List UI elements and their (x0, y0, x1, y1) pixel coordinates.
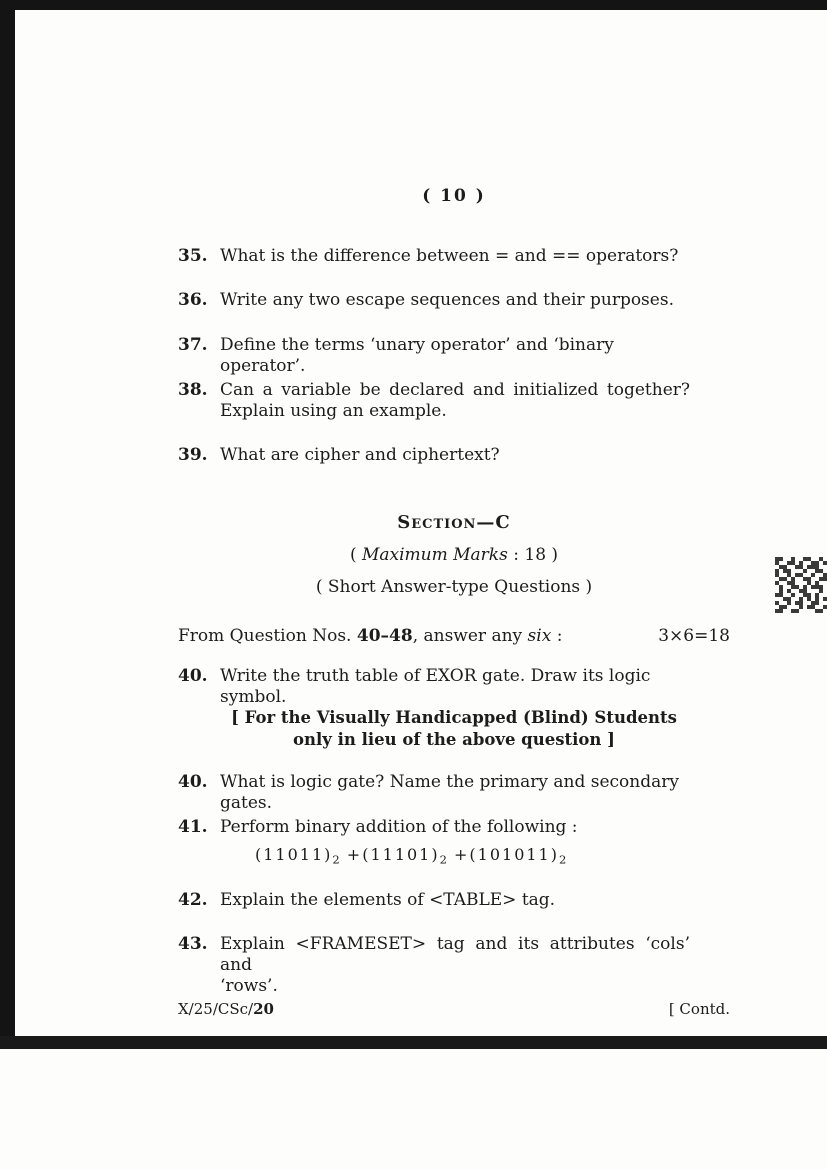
question-41-binary-expression (255, 845, 566, 866)
binary-term-2-base: 2 (439, 852, 447, 867)
instruction-part3: : (551, 626, 563, 646)
page-number: ( 10 ) (422, 186, 486, 206)
scan-edge-bottom (0, 1036, 827, 1049)
question-38-text (220, 380, 690, 422)
scan-edge-top (0, 0, 827, 10)
question-43 (178, 934, 730, 997)
section-c-question-type: ( Short Answer-type Questions ) (315, 577, 593, 597)
question-42-text: Explain the elements of <TABLE> tag. (220, 890, 556, 910)
question-38-line2: Explain using an example. (220, 401, 447, 421)
question-35-number: 35. (178, 246, 208, 266)
question-39-text: What are cipher and ciphertext? (220, 445, 500, 465)
question-42 (178, 890, 730, 911)
section-c-instruction (178, 626, 562, 646)
question-43-line1: Explain <FRAMESET> tag and its attributes ‘cols’ and (220, 934, 690, 975)
question-36-number: 36. (178, 290, 208, 310)
contd-label: [ Contd. (668, 1000, 730, 1018)
page-footer (178, 1000, 730, 1018)
paper-code-prefix: X/25/CSc/ (178, 1000, 254, 1018)
question-43-text (220, 934, 690, 997)
binary-term-2: +(11101) (339, 845, 440, 864)
question-40-alt-text: What is logic gate? Name the primary and secondary gates. (220, 772, 679, 813)
question-37-text: Define the terms ‘unary operator’ and ‘binary operator’. (220, 335, 614, 376)
question-38-number: 38. (178, 380, 208, 400)
section-c-instruction-row (178, 626, 730, 646)
question-40-alt-number: 40. (178, 772, 208, 792)
paper-code-number: 20 (253, 1000, 274, 1018)
max-marks-italic: Maximum Marks (361, 545, 508, 565)
blind-note-line1: [ For the Visually Handicapped (Blind) Students (231, 708, 677, 727)
section-c-max-marks (178, 545, 730, 565)
question-41-text: Perform binary addition of the following : (220, 817, 578, 837)
question-43-line2: ‘rows’. (220, 976, 278, 996)
question-36-text: Write any two escape sequences and their purposes. (220, 290, 674, 310)
instruction-question-range: 40–48 (356, 626, 413, 646)
binary-term-3-base: 2 (558, 852, 567, 867)
paper-code (178, 1000, 274, 1018)
question-40-text: Write the truth table of EXOR gate. Draw its logic symbol. (220, 666, 651, 707)
blind-students-note (178, 707, 730, 751)
max-marks-rest: : 18 ) (507, 545, 559, 565)
question-41-number: 41. (178, 817, 208, 837)
max-marks-open: ( (349, 545, 362, 565)
question-37 (178, 335, 730, 377)
question-35-text: What is the difference between = and == operators? (220, 246, 679, 266)
question-41 (178, 817, 730, 838)
instruction-part1: From Question Nos. (178, 626, 357, 646)
instruction-six: six (527, 626, 552, 646)
question-39 (178, 445, 730, 466)
question-43-number: 43. (178, 934, 208, 954)
question-36 (178, 290, 730, 311)
question-40-number: 40. (178, 666, 208, 686)
question-39-number: 39. (178, 445, 208, 465)
question-40-alternate (178, 772, 730, 814)
binary-term-3: +(101011) (446, 845, 559, 864)
scan-edge-left (0, 0, 15, 1049)
instruction-part2: , answer any (412, 626, 528, 646)
question-35 (178, 246, 730, 267)
section-c-title: Section—C (397, 512, 511, 533)
qr-code-icon (775, 557, 827, 613)
question-40 (178, 666, 730, 708)
question-37-number: 37. (178, 335, 208, 355)
question-42-number: 42. (178, 890, 208, 910)
question-38-line1: Can a variable be declared and initialized together? (220, 380, 690, 400)
binary-term-1-base: 2 (332, 852, 340, 867)
question-38 (178, 380, 730, 422)
section-c-marks-scheme: 3×6=18 (658, 626, 730, 646)
blind-note-line2: only in lieu of the above question ] (293, 730, 615, 749)
binary-term-1: (11011) (255, 845, 333, 864)
